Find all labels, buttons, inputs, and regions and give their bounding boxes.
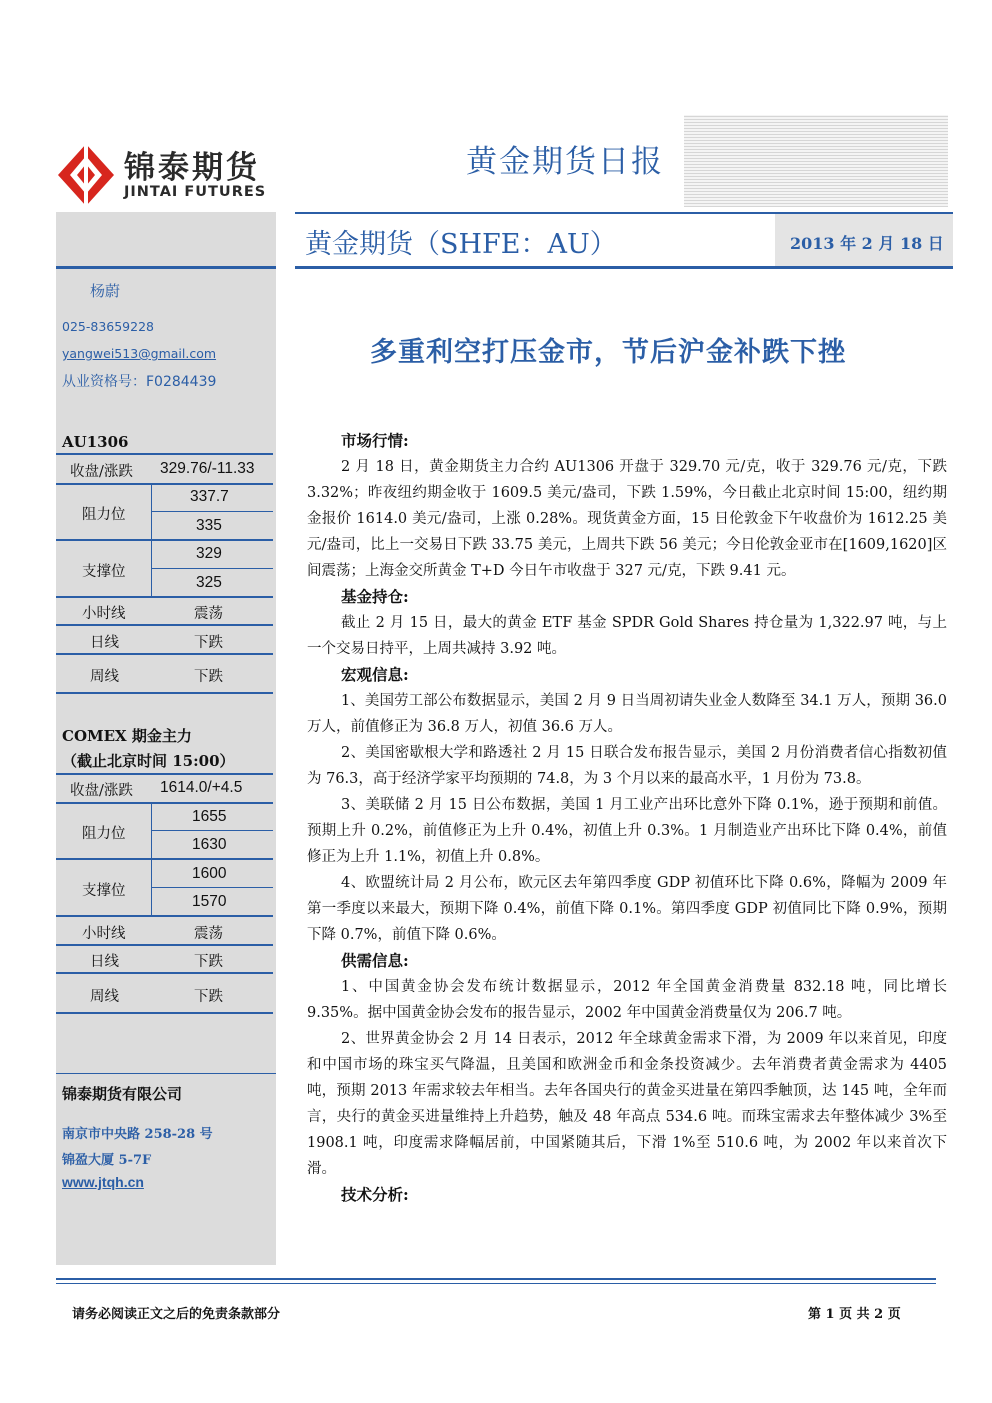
supply-paragraph-1: 1、中国黄金协会发布统计数据显示，2012 年全国黄金消费量 832.18 吨，同比增长 9.35%。据中国黄金协会发布的报告显示，2002 年中国黄金消费量仅为 206.7 吨。: [307, 979, 947, 1021]
au-resistance-label: 阻力位: [82, 507, 126, 523]
title-bar-bottom-rule: [295, 266, 953, 269]
au-support-label: 支撑位: [82, 564, 126, 580]
author-license: 从业资格号：F0284439: [62, 374, 217, 390]
au-hour-label: 小时线: [82, 606, 126, 622]
macro-paragraph-4: 4、欧盟统计局 2 月公布，欧元区去年第四季度 GDP 初值环比下降 0.6%，降幅为 2009 年第一季度以来最大，预期下降 0.4%，前值下降 0.1%。第四季度 GDP 初值同比下降 0.9%，预期下降 0.7%，前值下降 0.6%。: [307, 875, 947, 943]
macro-paragraph-1: 1、美国劳工部公布数据显示，美国 2 月 9 日当周初请失业金人数降至 34.1 万人，预期 36.0 万人，前值修正为 36.8 万人，初值 36.6 万人。: [307, 693, 947, 735]
comex-resistance-1: 1655: [192, 808, 227, 825]
company-address-line2: 锦盈大厦 5-7F: [62, 1153, 152, 1168]
report-title: 黄金期货日报: [466, 144, 664, 180]
au-week-label: 周线: [90, 669, 119, 685]
au-week-value: 下跌: [194, 669, 223, 685]
comex-table-subtitle: （截止北京时间 15:00）: [62, 752, 235, 770]
au-table-title: AU1306: [62, 433, 129, 451]
supply-paragraph-2: 2、世界黄金协会 2 月 14 日表示，2012 年全球黄金需求下滑，为 2009 年以来首见，印度和中国市场的珠宝买气降温，且美国和欧洲金币和金条投资减少。去年消费者黄金需求为 4405 吨，预期 2013 年需求较去年相当。去年各国央行的黄金买进量在第四季触顶，达 145 吨，全年而言，央行的黄金买进量维持上升趋势，触及 48 年高点 534.6 吨。而珠宝需求去年整体减少 3%至 1908.1 吨，印度需求降幅居前，中国紧随其后，下滑 1%至 510.6 吨，为 2002 年以来首次下滑。: [307, 1031, 947, 1177]
article-body: [307, 428, 947, 1208]
author-name: 杨蔚: [90, 282, 121, 300]
footer-rule-thin: [56, 1283, 936, 1284]
logo-chinese-text: 锦泰期货: [124, 150, 260, 186]
comex-week-value: 下跌: [194, 989, 223, 1005]
au-close-value: 329.76/-11.33: [160, 460, 255, 477]
comex-close-value: 1614.0/+4.5: [160, 779, 243, 796]
company-address-line1: 南京市中央路 258-28 号: [62, 1127, 213, 1142]
fund-heading: 基金持仓:: [341, 587, 409, 606]
section-title: 黄金期货（SHFE：AU）: [305, 229, 617, 260]
header-hatch-pattern: [684, 115, 948, 207]
footer-page-number: 第 1 页 共 2 页: [808, 1307, 901, 1322]
market-paragraph: 2 月 18 日，黄金期货主力合约 AU1306 开盘于 329.70 元/克，收于 329.76 元/克，下跌 3.32%；昨夜纽约期金收于 1609.5 美元/盎司，下跌 1.59%，今日截止北京时间 15:00，纽约期金报价 1614.0 美元/盎司，上涨 0.28%。现货黄金方面，15 日伦敦金下午收盘价为 1612.25 美元/盎司，比上一交易日下跌 33.75 美元，上周共下跌 56 美元；今日伦敦金亚市在[1609,1620]区间震荡；上海金交所黄金 T+D 今日午市收盘于 327 元/克，下跌 9.41 元。: [307, 459, 947, 579]
comex-hour-value: 震荡: [194, 926, 223, 942]
comex-support-2: 1570: [192, 893, 227, 910]
comex-day-label: 日线: [90, 954, 119, 970]
jintai-logo-icon: [58, 144, 114, 206]
author-phone: 025-83659228: [62, 319, 154, 334]
comex-support-1: 1600: [192, 865, 227, 882]
macro-heading: 宏观信息:: [341, 665, 409, 684]
comex-support-label: 支撑位: [82, 883, 126, 899]
footer-disclaimer: 请务必阅读正文之后的免责条款部分: [72, 1307, 281, 1322]
comex-resistance-label: 阻力位: [82, 826, 126, 842]
au-support-1: 329: [196, 545, 222, 562]
au-hour-value: 震荡: [194, 606, 223, 622]
supply-heading: 供需信息:: [341, 951, 409, 970]
au-close-label: 收盘/涨跌: [70, 464, 133, 480]
technical-heading: 技术分析:: [341, 1185, 409, 1204]
au-day-label: 日线: [90, 635, 119, 651]
macro-paragraph-2: 2、美国密歇根大学和路透社 2 月 15 日联合发布报告显示，美国 2 月份消费者信心指数初值为 76.3，高于经济学家平均预期的 74.8，为 3 个月以来的最高水平，1 月份为 73.8。: [307, 745, 947, 787]
au-resistance-2: 335: [196, 517, 222, 534]
comex-table-title: COMEX 期金主力: [62, 727, 192, 745]
company-name: 锦泰期货有限公司: [62, 1085, 183, 1103]
comex-resistance-2: 1630: [192, 836, 227, 853]
market-heading: 市场行情:: [341, 431, 409, 450]
author-email-link[interactable]: yangwei513@gmail.com: [62, 346, 217, 361]
comex-day-value: 下跌: [194, 954, 223, 970]
comex-week-label: 周线: [90, 989, 119, 1005]
footer-rule: [56, 1278, 936, 1280]
macro-paragraph-3: 3、美联储 2 月 15 日公布数据，美国 1 月工业产出环比意外下降 0.1%，逊于预期和前值。预期上升 0.2%，前值修正为上升 0.4%，初值上升 0.3%。1 月制造业产出环比下降 0.4%，前值修正为上升 1.1%，初值上升 0.8%。: [307, 797, 947, 865]
comex-hour-label: 小时线: [82, 926, 126, 942]
au-resistance-1: 337.7: [190, 488, 229, 505]
comex-close-label: 收盘/涨跌: [70, 783, 133, 799]
fund-paragraph: 截止 2 月 15 日，最大的黄金 ETF 基金 SPDR Gold Shares 持仓量为 1,322.97 吨，与上一个交易日持平，上周共减持 3.92 吨。: [307, 615, 947, 657]
company-website-link[interactable]: www.jtqh.cn: [62, 1174, 144, 1190]
sidebar-top-rule: [56, 266, 276, 269]
report-date: 2013 年 2 月 18 日: [790, 234, 944, 253]
company-logo: [58, 140, 288, 210]
article-headline: 多重利空打压金市，节后沪金补跌下挫: [370, 337, 846, 368]
logo-english-text: JINTAI FUTURES: [124, 184, 267, 200]
au-day-value: 下跌: [194, 635, 223, 651]
au-support-2: 325: [196, 574, 222, 591]
